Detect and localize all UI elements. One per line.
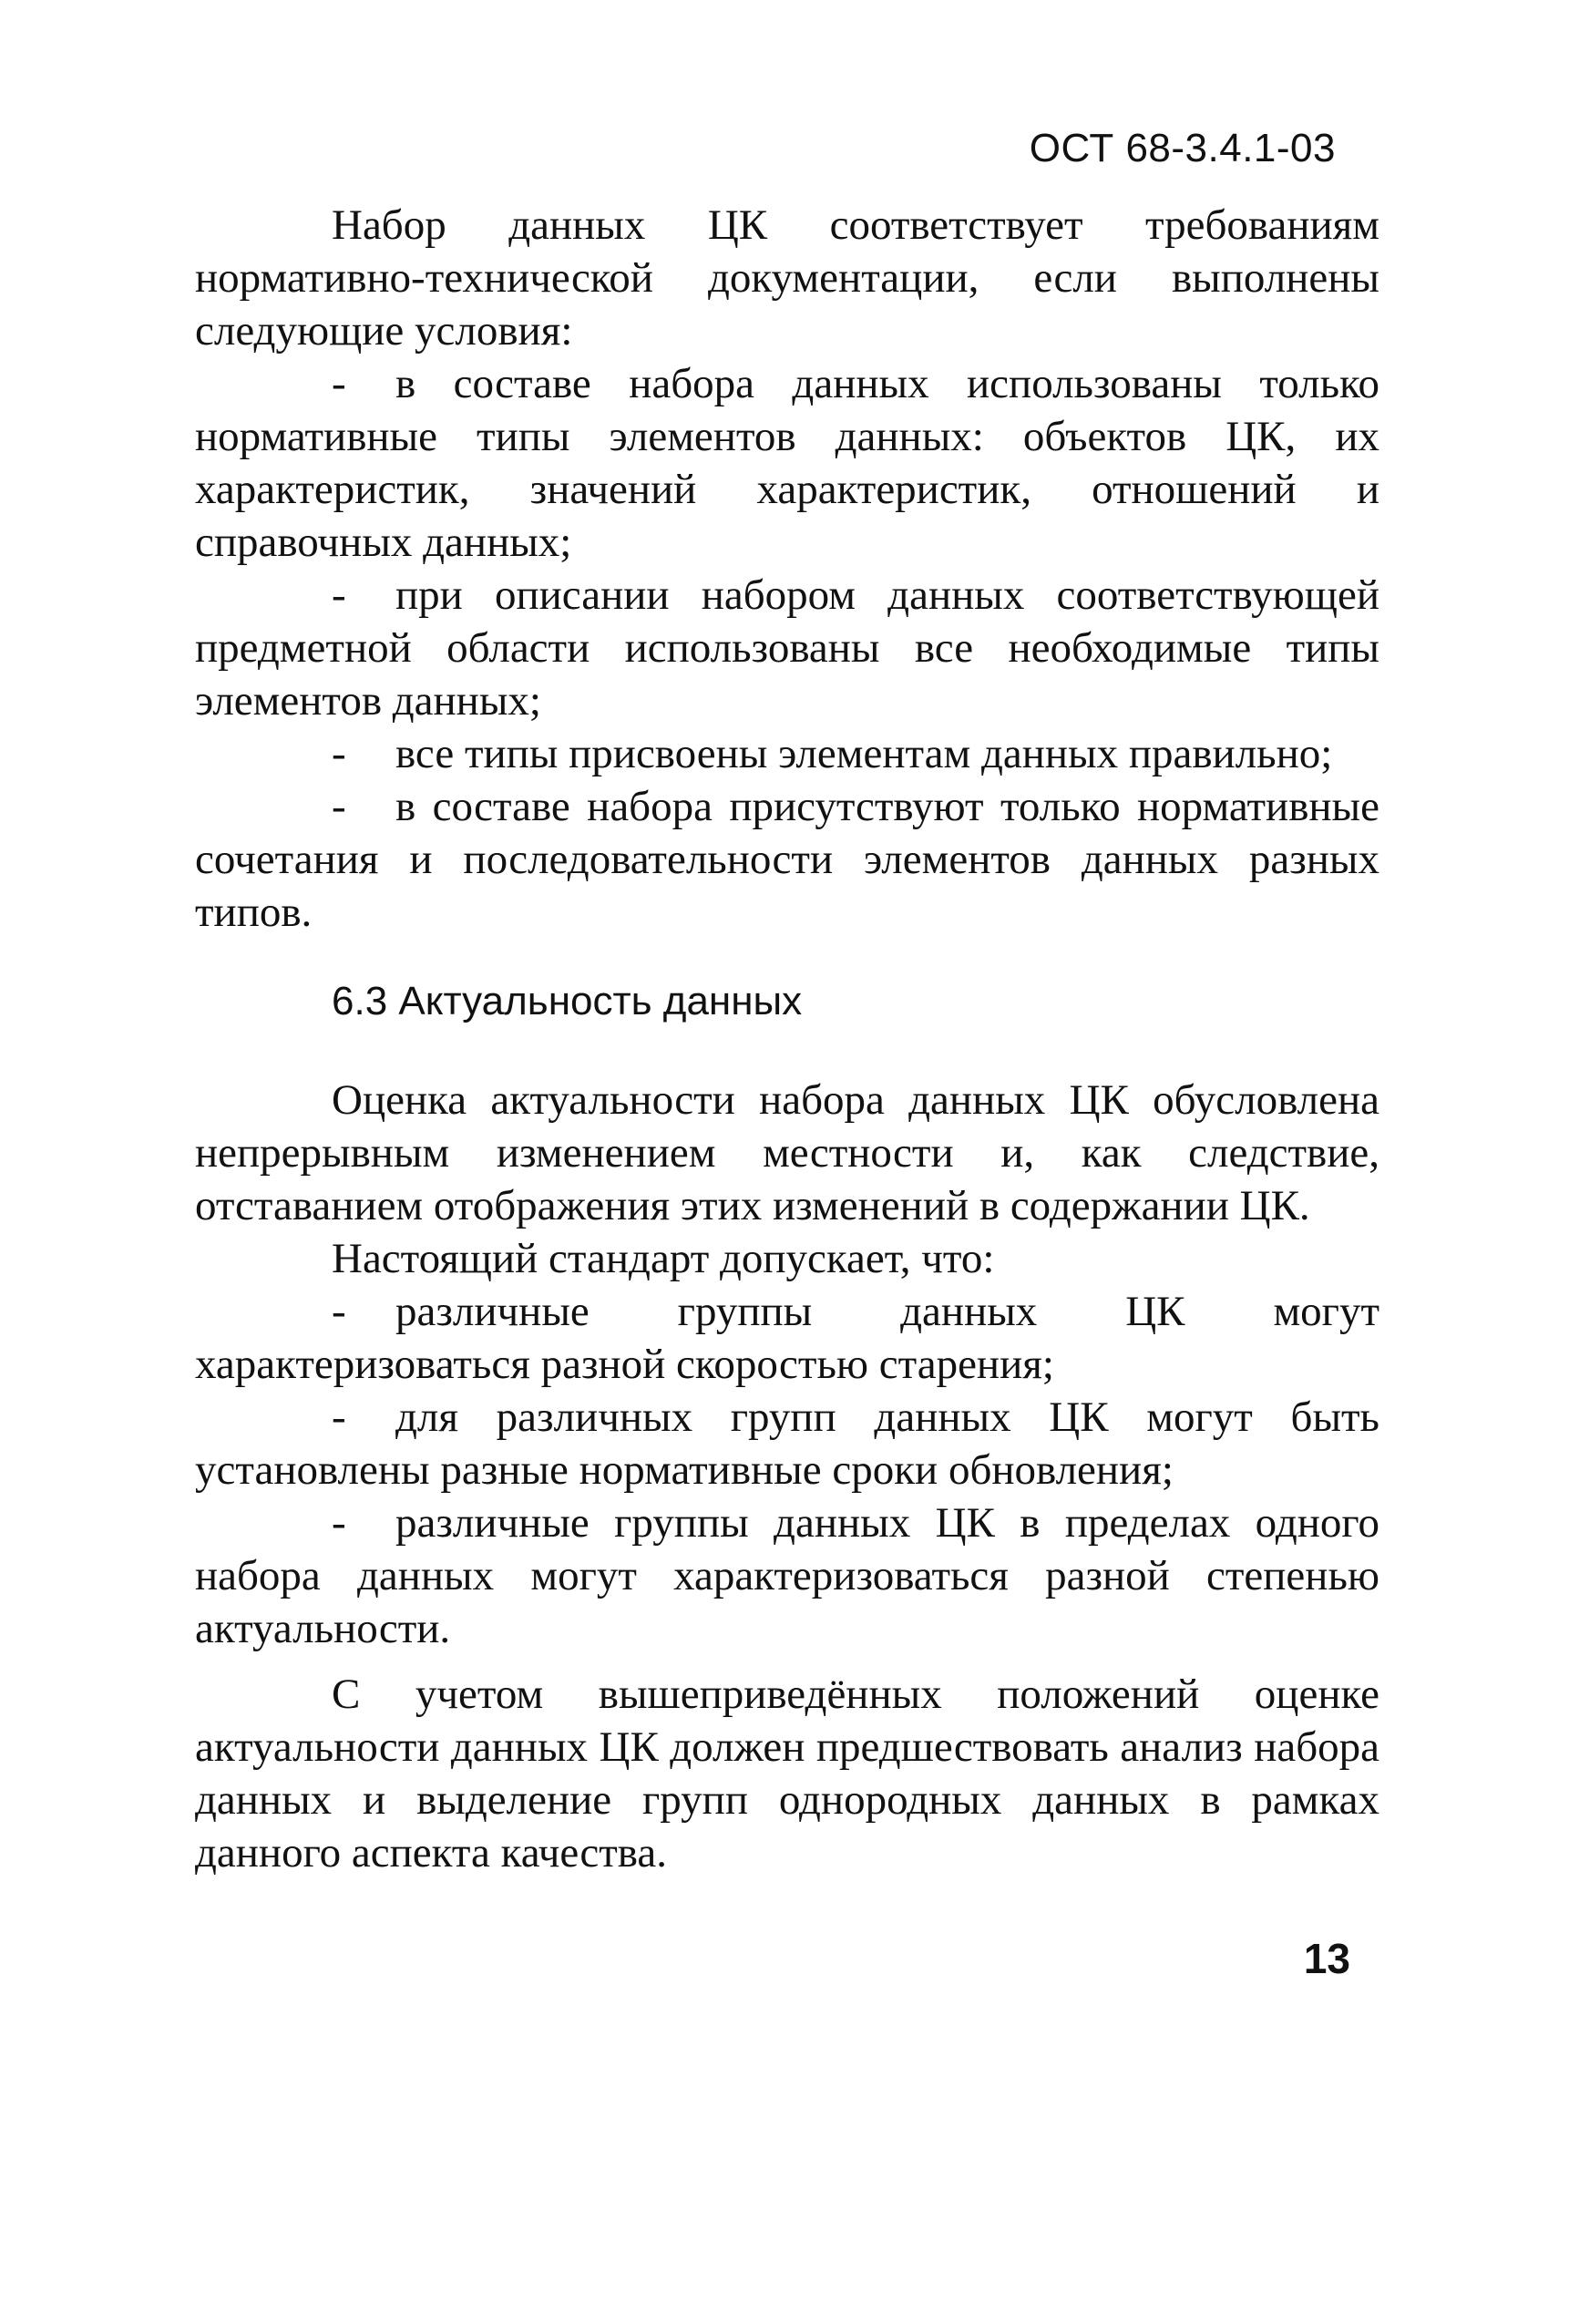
condition-item <box>195 780 1379 939</box>
allowance-text: различные группы данных ЦК в пределах одного набора данных могут характеризоваться разной степенью актуальности. <box>195 1499 1379 1652</box>
document-code: ОСТ 68-3.4.1-03 <box>1029 126 1336 170</box>
allowance-item <box>195 1285 1379 1391</box>
list-dash: - <box>332 783 346 830</box>
condition-text: в составе набора данных использованы только нормативные типы элементов данных: объектов ЦК, их характеристик, значений характеристик, отношений и справочных данных; <box>195 360 1379 566</box>
allowance-item <box>195 1496 1379 1655</box>
intro-paragraph: Набор данных ЦК соответствует требованиям нормативно-технической документации, если выполнены следующие условия: <box>195 201 1379 355</box>
condition-item <box>195 569 1379 727</box>
condition-item <box>195 357 1379 569</box>
standard-allows-paragraph: Настоящий стандарт допускает, что: <box>332 1235 995 1282</box>
page-number: 13 <box>1303 1935 1350 1982</box>
page-body <box>195 199 1379 1879</box>
conclusion-paragraph: С учетом вышеприведённых положений оценке актуальности данных ЦК должен предшествовать анализ набора данных и выделение групп однородных данных в рамках данного аспекта качества. <box>195 1671 1379 1877</box>
list-dash: - <box>332 360 346 407</box>
list-dash: - <box>332 1499 346 1547</box>
list-dash: - <box>332 730 346 777</box>
condition-text: в составе набора присутствуют только нормативные сочетания и последовательности элементов данных разных типов. <box>195 783 1379 936</box>
list-dash: - <box>332 1393 346 1441</box>
allowance-text: различные группы данных ЦК могут характеризоваться разной скоростью старения; <box>195 1288 1379 1388</box>
allowance-text: для различных групп данных ЦК могут быть установлены разные нормативные сроки обновления; <box>195 1393 1379 1494</box>
section-heading: 6.3 Актуальность данных <box>332 979 803 1023</box>
list-dash: - <box>332 571 346 619</box>
condition-text: при описании набором данных соответствующей предметной области использованы все необходимые типы элементов данных; <box>195 571 1379 725</box>
condition-item <box>195 727 1379 780</box>
allowance-item <box>195 1391 1379 1496</box>
list-dash: - <box>332 1288 346 1335</box>
condition-text: все типы присвоены элементам данных правильно; <box>395 730 1333 777</box>
assessment-paragraph: Оценка актуальности набора данных ЦК обусловлена непрерывным изменением местности и, как следствие, отставанием отображения этих изменений в содержании ЦК. <box>195 1076 1379 1229</box>
